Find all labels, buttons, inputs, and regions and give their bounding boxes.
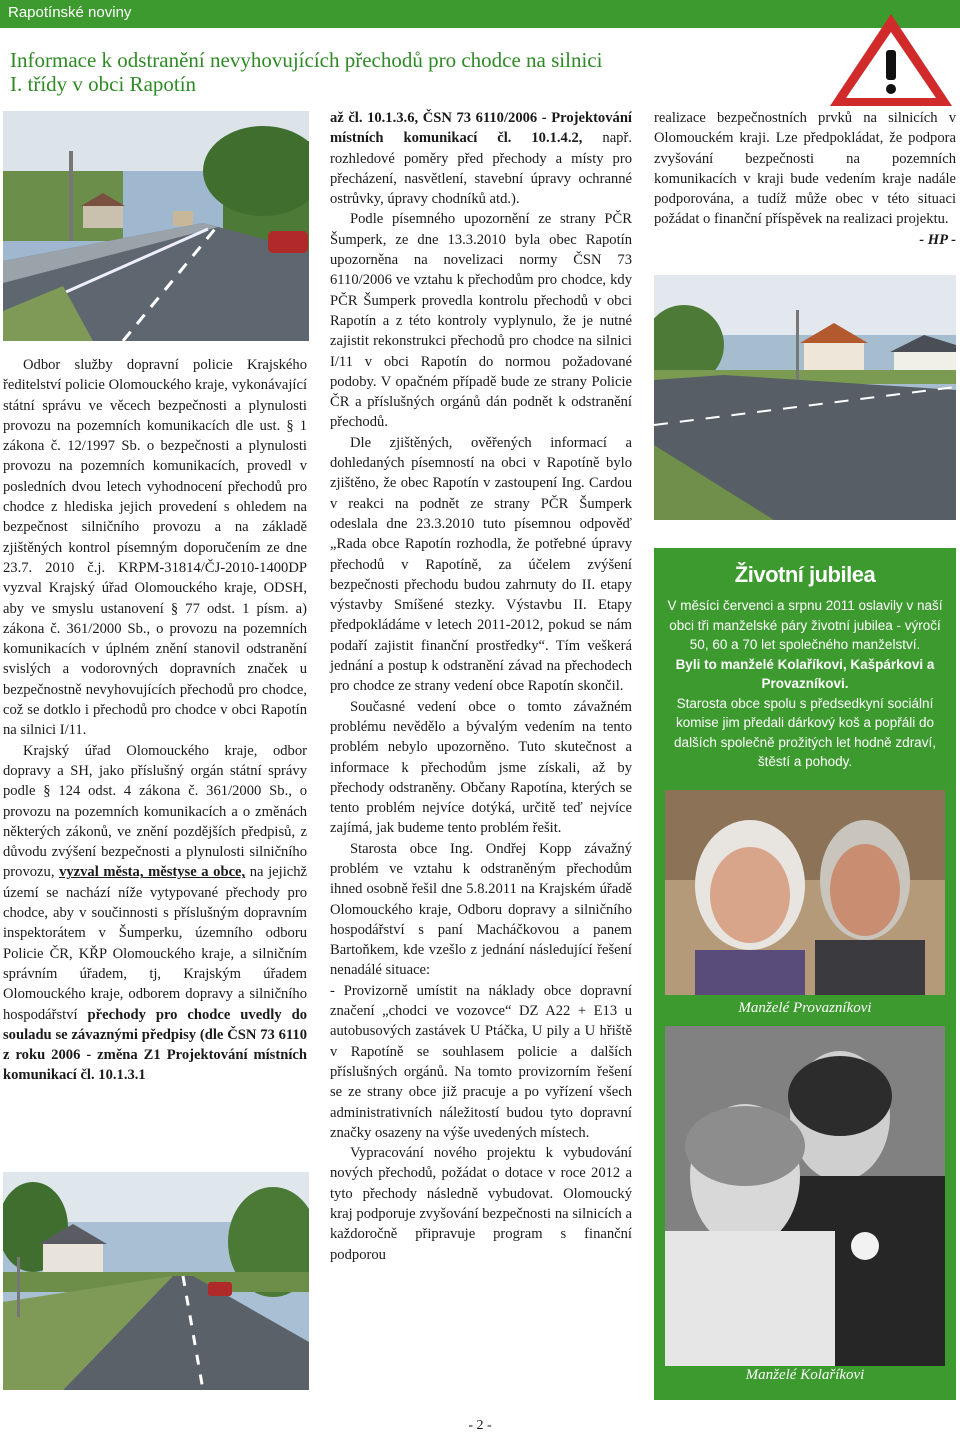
- photo-caption: Manželé Kolaříkovi: [745, 1367, 865, 1383]
- jubilee-text: V měsíci červenci a srpnu 2011 oslavily v naší obci tři manželské páry životní jubilea - výročí 50, 60 a 70 let společného manželství. Byli to manželé Kolaříkovi, Kašpárkovi a Provazníkovi. Starosta obce spolu s předsedkyní sociální komise jim předali dárkový koš a popřáli do dalších společně prožitých let hodně zdraví, štěstí a pohody.: [667, 598, 943, 769]
- paragraph: Odbor služby dopravní policie Krajského ředitelství policie Olomouckého kraje, vykonávající státní správu ve věcech bezpečnosti a plynulosti provozu na pozemních komunikacích dle ust. § 1 zákona č. 12/1997 Sb. o bezpečnosti a plynulosti provozu na pozemních komunikacích, provedl v posledních dvou letech vyhodnocení přechodů pro chodce z hlediska jejich provedení s ohledem na bezpečnost silničního provozu a na základě zjištěných kontrol písemným doporučením ze dne 23.7. 2010 č.j. KRPM-31814/ČJ-2010-1400DP vyzval Krajský úřad Olomouckého kraje, ODSH, aby ve smyslu ustanovení § 77 odst. 1 písm. a) zákona č. 361/2000 Sb., o provozu na pozemních komunikacích v úplném znění stanovil odstranění svislých a vodorovných dopravních značek u bezpečnostně nevyhovujících přechodů pro chodce, což se dotklo i přechodů pro chodce v obci Rapotín na silnici I/11.: [3, 357, 307, 739]
- jubilee-title: Životní jubilea: [734, 562, 876, 587]
- photo-caption: Manželé Provazníkovi: [738, 1000, 872, 1016]
- paragraph: - Provizorně umístit na náklady obce dopravní značení „chodci ve vozovce“ DZ A22 + E13 u autobusových zastávek U Ptáčka, U pily a U hřiště v Rapotíně se souhlasem policie a dalších příslušných orgánů. Na tomto provizorním řešení se ze strany obce již pracuje a po vyřízení všech administrativních náležitostí budou tyto dopravní značky osazeny na výše uvedených místech.: [330, 982, 632, 1141]
- paragraph: Dle zjištěných, ověřených informací a dohledaných písemností na obci v Rapotíně bylo zjištěno, že obec Rapotín v zastoupení Ing. Cardou v reakci na podnět ze strany PČR Šumperk odeslala dne 23.3.2010 tuto písemnou odpověď „Rada obce Rapotín rozhodla, že potřebné úpravy přechodů v Rapotíně, za účelem zvýšení bezpečnosti přechodu budou zahrnuty do II. etapy výstavby Smíšené stezky. Výstavbu II. Etapy předpokládáme v letech 2011-2012, pokud se nám podaří zajistit finanční prostředky“. Tím veškerá jednání a postup k odstranění závad na přechodech pro chodce ze strany vedení obce Rapotín skončil.: [330, 434, 632, 695]
- road-photo-2: [3, 1172, 309, 1390]
- section-header-bar: [0, 0, 960, 28]
- paragraph: Starosta obce Ing. Ondřej Kopp závažný problém ve vztahu k odstraněným přechodům ihned osobně řešil dne 5.8.2011 na Krajském úřadě Olomouckého kraje, Odboru dopravy a silničního hospodářství s paní Macháčkovou a panem Bartoňkem, kde vzešlo z jednání následující řešení nenadálé situace:: [330, 840, 632, 979]
- paragraph: Vypracování nového projektu k vybudování nových přechodů, požádat o dotace v roce 2012 a tyto přechody následně vybudovat. Olomoucký kraj podporuje zvyšování bezpečnosti na silnicích a každoročně připravuje program s finanční podporou: [330, 1145, 632, 1263]
- column-3: [654, 108, 956, 250]
- road-photo-3: [654, 275, 956, 520]
- warning-triangle-icon: [826, 10, 956, 110]
- couple-photo-provaznikovi: [665, 790, 945, 995]
- article-title: Informace k odstranění nevyhovujících přechodů pro chodce na silnici I. třídy v obci Rapotín: [10, 48, 603, 96]
- paragraph: Podle písemného upozornění ze strany PČR Šumperk, ze dne 13.3.2010 byla obec Rapotín upozorněna na novelizaci normy ČSN 73 6110/2006 ve vztahu k přechodům pro chodce, kdy PČR Šumperk provedla kontrolu přechodů v obci Rapotín a z této kontroly vyplynulo, že je nutné zajistit rekonstrukci přechodů pro chodce na silnici I/11 v obci Rapotín do normou požadované podoby. V opačném případě bude ze strany Policie ČR a příslušných orgánů dán podnět k odstranění přechodů.: [330, 211, 632, 431]
- warning-sign: [826, 10, 956, 110]
- couple-photo-kolarikovi: [665, 1026, 945, 1366]
- page-number: - 2 -: [468, 1418, 492, 1433]
- paragraph: realizace bezpečnostních prvků na silnicích v Olomouckém kraji. Lze předpokládat, že podpora zvyšování bezpečnosti na pozemních komunikacích v kraji bude vedením kraje nadále podporována, a tudíž může obec v této situaci požádat o finanční příspěvek na realizaci projektu.: [654, 110, 956, 228]
- section-title: Rapotínské noviny: [8, 4, 132, 21]
- road-photo-1: [3, 111, 309, 341]
- paragraph: Současné vedení obce o tomto závažném problému nevědělo a bývalým vedením na tento problém nebylo upozorněno. Tuto skutečnost a informace k přechodům jsme získali, až by přechody odstraněny. Občany Rapotína, kterých se tento problém nejvíce dotýká, určitě teď nejvíce zajímá, jak budeme tento problém řešit.: [330, 698, 632, 837]
- column-2: [330, 108, 632, 1265]
- author-signature: - HP -: [919, 231, 956, 248]
- column-1: [3, 355, 307, 1086]
- paragraph: Krajský úřad Olomouckého kraje, odbor dopravy a SH, jako příslušný orgán státní správy podle § 124 odst. 4 zákona č. 361/2000 Sb., o provozu na pozemních komunikacích a o změnách některých zákonů, ve znění pozdějších předpisů, z důvodu zvýšení bezpečnosti a plynulosti silničního provozu, vyzval města, městyse a obce, na jejichž území se nachází níže vytypované přechody pro chodce, aby v součinnosti s příslušným dopravním inspektorátem v Šumperku, územního odboru Policie ČR, KŘP Olomouckého kraje, a silničním správním úřadem, tj, Krajským úřadem Olomouckého kraje, odborem dopravy a silničního hospodářství přechody pro chodce uvedly do souladu se závaznými předpisy (dle ČSN 73 6110 z roku 2006 - změna Z1 Projektování místních komunikací čl. 10.1.3.1: [3, 742, 308, 1084]
- paragraph: až čl. 10.1.3.6, ČSN 73 6110/2006 - Projektování místních komunikací čl. 10.1.4.2, např. rozhledové poměry před přechody a místy pro přecházení, nasvětlení, stavební úpravy ochranné ostrůvky, úpravy chodníků atd.).: [330, 110, 632, 208]
